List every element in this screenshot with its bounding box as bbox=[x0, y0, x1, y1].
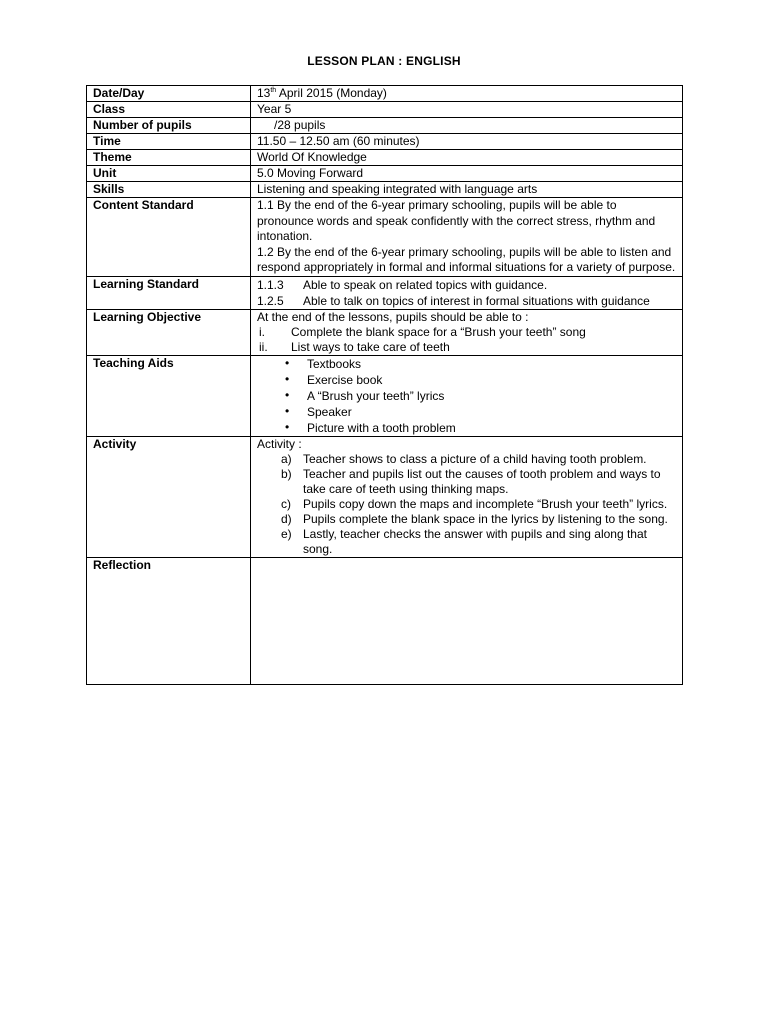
value-pupils bbox=[251, 118, 683, 134]
teaching-aid-text: Speaker bbox=[307, 404, 352, 419]
activity-item-marker: d) bbox=[281, 511, 292, 526]
label-learning-objective: Learning Objective bbox=[87, 309, 251, 355]
activity-item-text: Pupils copy down the maps and incomplete “Brush your teeth” lyrics. bbox=[303, 496, 668, 511]
value-reflection bbox=[251, 557, 683, 684]
value-unit: 5.0 Moving Forward bbox=[251, 166, 683, 182]
date-rest: April 2015 (Monday) bbox=[276, 86, 387, 100]
teaching-aids-list bbox=[257, 356, 676, 436]
objective-item-marker: i. bbox=[259, 324, 265, 339]
value-class: Year 5 bbox=[251, 102, 683, 118]
objective-item-text: Complete the blank space for a “Brush your teeth” song bbox=[291, 324, 586, 339]
row-learning-standard bbox=[87, 276, 683, 309]
activity-list bbox=[257, 452, 676, 557]
label-reflection: Reflection bbox=[87, 557, 251, 684]
teaching-aid-item bbox=[257, 420, 676, 436]
date-day: 13 bbox=[257, 86, 271, 100]
row-pupils bbox=[87, 118, 683, 134]
label-activity: Activity bbox=[87, 436, 251, 557]
label-class: Class bbox=[87, 102, 251, 118]
value-learning-standard bbox=[251, 276, 683, 309]
bullet-icon: • bbox=[285, 419, 290, 434]
row-content-standard bbox=[87, 198, 683, 277]
bullet-icon: • bbox=[285, 387, 290, 402]
row-time bbox=[87, 134, 683, 150]
activity-item-text: Teacher and pupils list out the causes of tooth problem and ways to take care of teeth using thinking maps. bbox=[303, 466, 661, 496]
activity-item-marker: e) bbox=[281, 526, 292, 541]
objective-item bbox=[257, 325, 676, 340]
learning-standard-2-number: 1.2.5 bbox=[257, 293, 284, 308]
learning-standard-1 bbox=[257, 277, 676, 293]
lesson-plan-table bbox=[86, 85, 683, 685]
label-pupils: Number of pupils bbox=[87, 118, 251, 134]
row-reflection bbox=[87, 557, 683, 684]
value-activity bbox=[251, 436, 683, 557]
teaching-aid-text: Exercise book bbox=[307, 372, 383, 387]
activity-item-text: Teacher shows to class a picture of a child having tooth problem. bbox=[303, 451, 647, 466]
row-unit bbox=[87, 166, 683, 182]
learning-standard-1-number: 1.1.3 bbox=[257, 277, 284, 292]
label-content-standard: Content Standard bbox=[87, 198, 251, 277]
teaching-aid-text: Textbooks bbox=[307, 356, 362, 371]
row-activity bbox=[87, 436, 683, 557]
objective-list bbox=[257, 325, 676, 355]
activity-intro: Activity : bbox=[257, 436, 302, 451]
value-date bbox=[251, 86, 683, 102]
bullet-icon: • bbox=[285, 403, 290, 418]
bullet-icon: • bbox=[285, 371, 290, 386]
activity-item bbox=[257, 452, 676, 467]
teaching-aid-item bbox=[257, 356, 676, 372]
value-time: 11.50 – 12.50 am (60 minutes) bbox=[251, 134, 683, 150]
row-theme bbox=[87, 150, 683, 166]
row-date bbox=[87, 86, 683, 102]
row-teaching-aids bbox=[87, 355, 683, 436]
label-unit: Unit bbox=[87, 166, 251, 182]
learning-standard-2 bbox=[257, 293, 676, 309]
content-standard-1: 1.1 By the end of the 6-year primary schooling, pupils will be able to pronounce words and speak confidently with the correct stress, rhythm and intonation. bbox=[257, 198, 656, 243]
teaching-aid-item bbox=[257, 388, 676, 404]
activity-item bbox=[257, 497, 676, 512]
objective-intro: At the end of the lessons, pupils should be able to : bbox=[257, 309, 529, 324]
label-learning-standard: Learning Standard bbox=[87, 276, 251, 309]
content-standard-2: 1.2 By the end of the 6-year primary schooling, pupils will be able to listen and respond appropriately in formal and informal situations for a variety of purpose. bbox=[257, 244, 676, 274]
row-learning-objective bbox=[87, 309, 683, 355]
value-teaching-aids bbox=[251, 355, 683, 436]
learning-standard-2-text: Able to talk on topics of interest in formal situations with guidance bbox=[303, 293, 650, 308]
value-theme: World Of Knowledge bbox=[251, 150, 683, 166]
pupils-count: /28 pupils bbox=[274, 118, 326, 132]
activity-item-text: Lastly, teacher checks the answer with pupils and sing along that song. bbox=[303, 526, 647, 556]
value-learning-objective bbox=[251, 309, 683, 355]
value-content-standard bbox=[251, 198, 683, 277]
activity-item-marker: c) bbox=[281, 496, 291, 511]
activity-item bbox=[257, 512, 676, 527]
label-teaching-aids: Teaching Aids bbox=[87, 355, 251, 436]
label-date: Date/Day bbox=[87, 86, 251, 102]
objective-item-text: List ways to take care of teeth bbox=[291, 339, 450, 354]
page-title: LESSON PLAN : ENGLISH bbox=[307, 54, 461, 68]
row-skills bbox=[87, 182, 683, 198]
row-class bbox=[87, 102, 683, 118]
teaching-aid-text: A “Brush your teeth” lyrics bbox=[307, 388, 445, 403]
activity-item-marker: b) bbox=[281, 466, 292, 481]
objective-item-marker: ii. bbox=[259, 339, 268, 354]
activity-item bbox=[257, 527, 676, 557]
activity-item-text: Pupils complete the blank space in the lyrics by listening to the song. bbox=[303, 511, 668, 526]
label-theme: Theme bbox=[87, 150, 251, 166]
activity-item bbox=[257, 467, 676, 497]
activity-item-marker: a) bbox=[281, 451, 292, 466]
label-time: Time bbox=[87, 134, 251, 150]
label-skills: Skills bbox=[87, 182, 251, 198]
date-suffix: th bbox=[270, 87, 277, 94]
bullet-icon: • bbox=[285, 355, 290, 370]
value-skills: Listening and speaking integrated with language arts bbox=[251, 182, 683, 198]
teaching-aid-item bbox=[257, 404, 676, 420]
objective-item bbox=[257, 340, 676, 355]
teaching-aid-item bbox=[257, 372, 676, 388]
learning-standard-1-text: Able to speak on related topics with guidance. bbox=[303, 277, 548, 292]
teaching-aid-text: Picture with a tooth problem bbox=[307, 420, 456, 435]
